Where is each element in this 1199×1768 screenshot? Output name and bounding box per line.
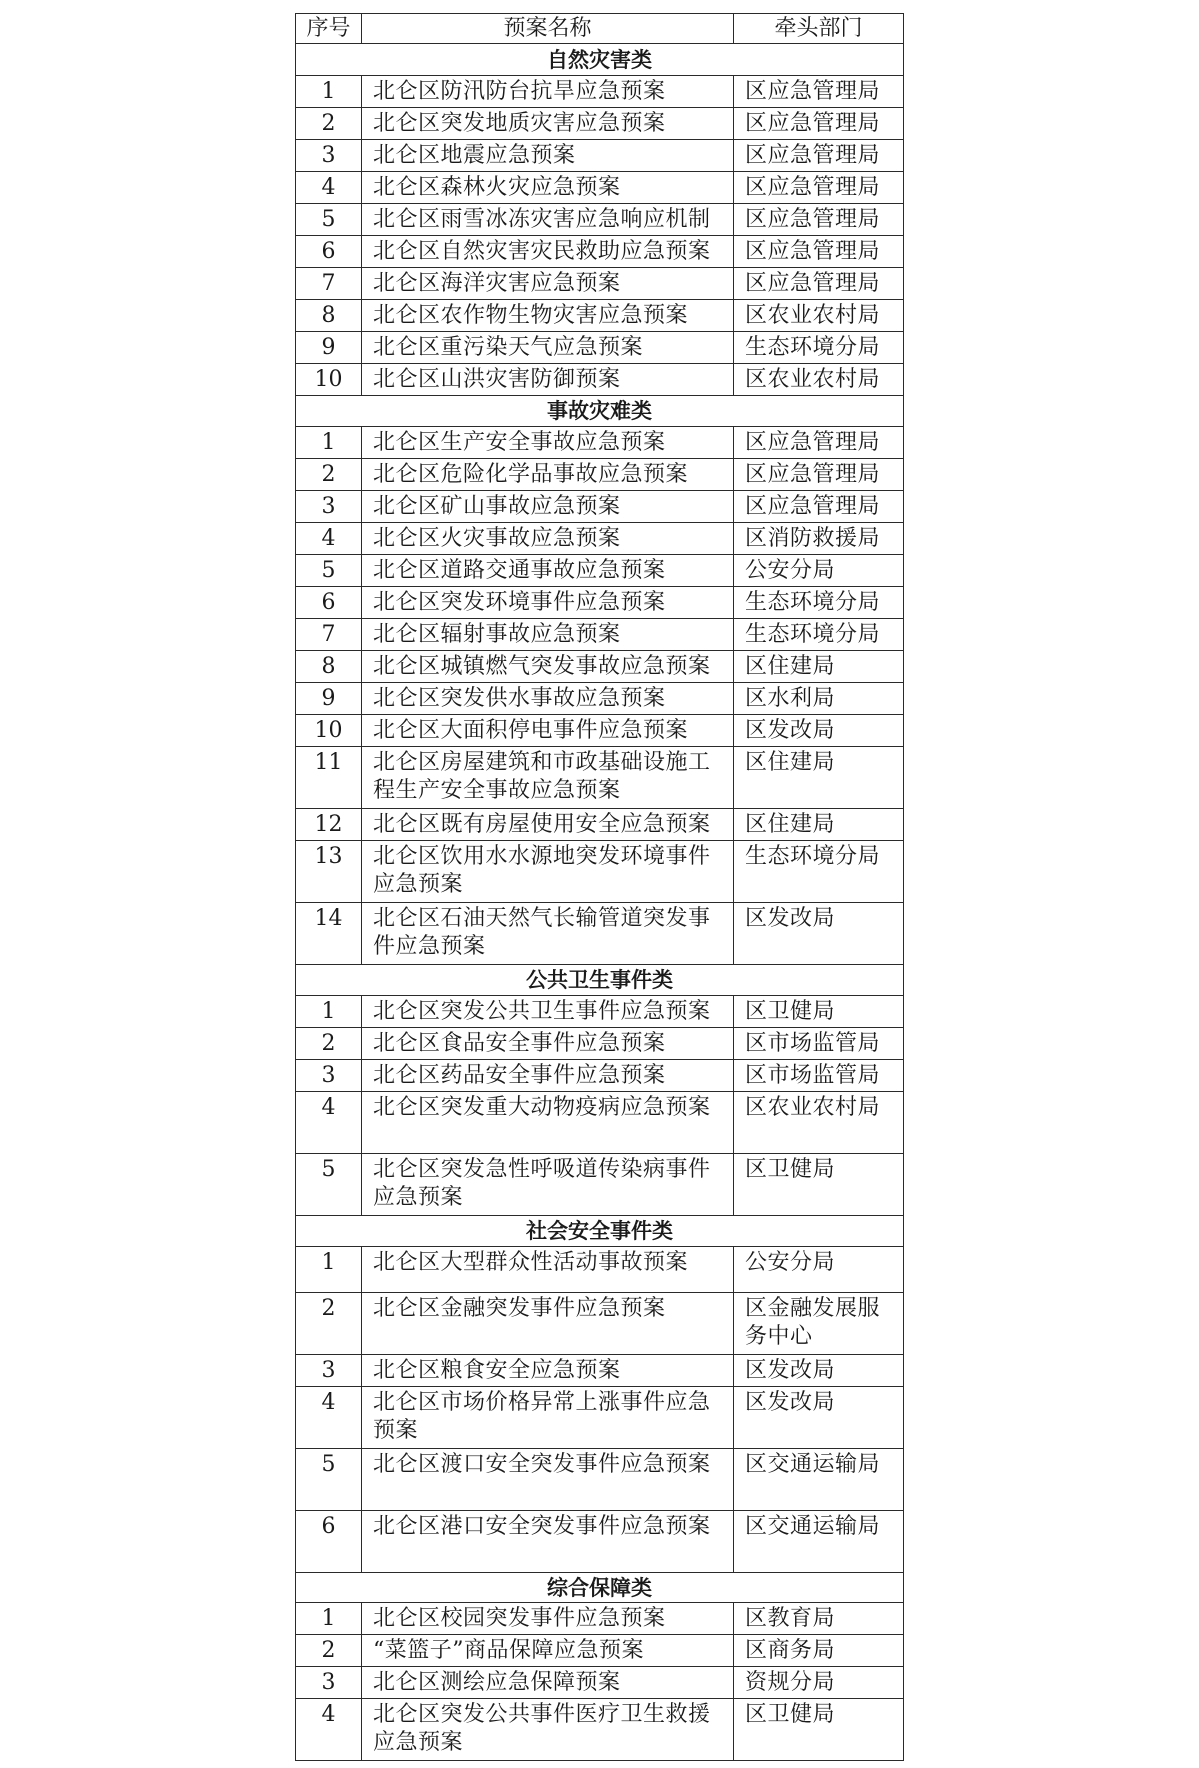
row-index: 4 [296,1092,362,1154]
plan-name: 北仑区校园突发事件应急预案 [362,1603,734,1635]
row-index: 5 [296,1449,362,1511]
row-index: 1 [296,76,362,108]
table-row [296,364,904,396]
row-index: 4 [296,172,362,204]
table-row [296,491,904,523]
table-row [296,1699,904,1761]
table-row [296,1387,904,1449]
lead-department: 公安分局 [734,555,904,587]
lead-department: 区应急管理局 [734,427,904,459]
table-row [296,1355,904,1387]
row-index: 8 [296,300,362,332]
row-index: 2 [296,459,362,491]
emergency-plan-table-part-2 [295,1354,904,1761]
lead-department: 生态环境分局 [734,841,904,903]
plan-name: 北仑区海洋灾害应急预案 [362,268,734,300]
table-row [296,555,904,587]
category-title: 公共卫生事件类 [296,965,904,996]
row-index: 5 [296,1154,362,1216]
header-index: 序号 [296,14,362,44]
lead-department: 区住建局 [734,747,904,809]
plan-name: 北仑区城镇燃气突发事故应急预案 [362,651,734,683]
category-title: 自然灾害类 [296,44,904,76]
row-index: 3 [296,1355,362,1387]
lead-department: 资规分局 [734,1667,904,1699]
lead-department: 区发改局 [734,1387,904,1449]
category-row [296,965,904,996]
row-index: 12 [296,809,362,841]
row-index: 7 [296,619,362,651]
plan-name: 北仑区火灾事故应急预案 [362,523,734,555]
row-index: 6 [296,236,362,268]
lead-department: 区应急管理局 [734,459,904,491]
table-row [296,903,904,965]
lead-department: 区交通运输局 [734,1511,904,1573]
table-row [296,204,904,236]
row-index: 1 [296,427,362,459]
plan-name: 北仑区雨雪冰冻灾害应急响应机制 [362,204,734,236]
plan-name: 北仑区药品安全事件应急预案 [362,1060,734,1092]
lead-department: 区发改局 [734,903,904,965]
plan-name: 北仑区石油天然气长输管道突发事件应急预案 [362,903,734,965]
row-index: 4 [296,1699,362,1761]
table-row [296,587,904,619]
row-index: 3 [296,1667,362,1699]
table-row [296,1667,904,1699]
table-row [296,1511,904,1573]
table-row [296,1247,904,1293]
plan-name: 北仑区矿山事故应急预案 [362,491,734,523]
lead-department: 区水利局 [734,683,904,715]
plan-name: 北仑区辐射事故应急预案 [362,619,734,651]
plan-name: 北仑区重污染天气应急预案 [362,332,734,364]
table-row [296,1154,904,1216]
lead-department: 区卫健局 [734,1699,904,1761]
emergency-plan-table-part-1 [295,13,904,1355]
lead-department: 公安分局 [734,1247,904,1293]
table-row [296,1603,904,1635]
row-index: 1 [296,1603,362,1635]
plan-name: 北仑区测绘应急保障预案 [362,1667,734,1699]
plan-name: 北仑区自然灾害灾民救助应急预案 [362,236,734,268]
category-row [296,1573,904,1603]
plan-name: 北仑区房屋建筑和市政基础设施工程生产安全事故应急预案 [362,747,734,809]
header-plan-name: 预案名称 [362,14,734,44]
table-row [296,268,904,300]
lead-department: 区应急管理局 [734,76,904,108]
row-index: 6 [296,587,362,619]
table-row [296,1060,904,1092]
table-row [296,809,904,841]
table-row [296,1449,904,1511]
table-row [296,747,904,809]
category-title: 事故灾难类 [296,396,904,427]
row-index: 5 [296,555,362,587]
row-index: 2 [296,1028,362,1060]
row-index: 13 [296,841,362,903]
category-title: 综合保障类 [296,1573,904,1603]
table-row [296,459,904,491]
row-index: 7 [296,268,362,300]
plan-name: 北仑区农作物生物灾害应急预案 [362,300,734,332]
plan-name: 北仑区突发急性呼吸道传染病事件应急预案 [362,1154,734,1216]
lead-department: 区卫健局 [734,1154,904,1216]
plan-name: 北仑区突发重大动物疫病应急预案 [362,1092,734,1154]
row-index: 2 [296,1293,362,1355]
lead-department: 区应急管理局 [734,108,904,140]
row-index: 9 [296,683,362,715]
lead-department: 区农业农村局 [734,364,904,396]
plan-name: 北仑区大面积停电事件应急预案 [362,715,734,747]
plan-name: 北仑区市场价格异常上涨事件应急预案 [362,1387,734,1449]
lead-department: 区应急管理局 [734,236,904,268]
table-row [296,1293,904,1355]
lead-department: 区住建局 [734,651,904,683]
row-index: 2 [296,1635,362,1667]
lead-department: 区农业农村局 [734,300,904,332]
lead-department: 区应急管理局 [734,172,904,204]
table-row [296,523,904,555]
table-row [296,332,904,364]
lead-department: 区应急管理局 [734,204,904,236]
lead-department: 区市场监管局 [734,1028,904,1060]
plan-name: 北仑区粮食安全应急预案 [362,1355,734,1387]
table-row [296,76,904,108]
category-row [296,396,904,427]
lead-department: 区发改局 [734,715,904,747]
row-index: 3 [296,1060,362,1092]
category-row [296,1216,904,1247]
table-row [296,172,904,204]
row-index: 10 [296,715,362,747]
table-row [296,108,904,140]
table-row [296,996,904,1028]
plan-name: 北仑区突发环境事件应急预案 [362,587,734,619]
lead-department: 区市场监管局 [734,1060,904,1092]
plan-name: 北仑区金融突发事件应急预案 [362,1293,734,1355]
plan-name: 北仑区突发地质灾害应急预案 [362,108,734,140]
table-row [296,140,904,172]
table-row [296,1028,904,1060]
plan-name: 北仑区港口安全突发事件应急预案 [362,1511,734,1573]
plan-name: 北仑区道路交通事故应急预案 [362,555,734,587]
plan-name: 北仑区危险化学品事故应急预案 [362,459,734,491]
row-index: 1 [296,996,362,1028]
row-index: 14 [296,903,362,965]
row-index: 3 [296,491,362,523]
lead-department: 区交通运输局 [734,1449,904,1511]
plan-name: 北仑区生产安全事故应急预案 [362,427,734,459]
lead-department: 生态环境分局 [734,332,904,364]
row-index: 6 [296,1511,362,1573]
header-lead-department: 牵头部门 [734,14,904,44]
lead-department: 生态环境分局 [734,619,904,651]
row-index: 4 [296,523,362,555]
row-index: 10 [296,364,362,396]
table-row [296,683,904,715]
lead-department: 区应急管理局 [734,268,904,300]
lead-department: 区发改局 [734,1355,904,1387]
table-row [296,1635,904,1667]
plan-name: 北仑区大型群众性活动事故预案 [362,1247,734,1293]
table-row [296,1092,904,1154]
table-row [296,715,904,747]
lead-department: 区住建局 [734,809,904,841]
table-row [296,236,904,268]
lead-department: 生态环境分局 [734,587,904,619]
plan-name: 北仑区食品安全事件应急预案 [362,1028,734,1060]
lead-department: 区应急管理局 [734,140,904,172]
category-title: 社会安全事件类 [296,1216,904,1247]
row-index: 5 [296,204,362,236]
lead-department: 区卫健局 [734,996,904,1028]
lead-department: 区商务局 [734,1635,904,1667]
plan-name: “菜篮子”商品保障应急预案 [362,1635,734,1667]
lead-department: 区教育局 [734,1603,904,1635]
lead-department: 区金融发展服务中心 [734,1293,904,1355]
row-index: 3 [296,140,362,172]
category-row [296,44,904,76]
row-index: 11 [296,747,362,809]
row-index: 4 [296,1387,362,1449]
plan-name: 北仑区突发公共事件医疗卫生救援应急预案 [362,1699,734,1761]
table-row [296,619,904,651]
plan-name: 北仑区山洪灾害防御预案 [362,364,734,396]
table-row [296,841,904,903]
table-header-row [296,14,904,44]
plan-name: 北仑区突发供水事故应急预案 [362,683,734,715]
table-row [296,427,904,459]
lead-department: 区消防救援局 [734,523,904,555]
lead-department: 区应急管理局 [734,491,904,523]
row-index: 8 [296,651,362,683]
plan-name: 北仑区森林火灾应急预案 [362,172,734,204]
plan-name: 北仑区地震应急预案 [362,140,734,172]
row-index: 1 [296,1247,362,1293]
plan-name: 北仑区防汛防台抗旱应急预案 [362,76,734,108]
row-index: 2 [296,108,362,140]
plan-name: 北仑区饮用水水源地突发环境事件应急预案 [362,841,734,903]
plan-name: 北仑区既有房屋使用安全应急预案 [362,809,734,841]
lead-department: 区农业农村局 [734,1092,904,1154]
plan-name: 北仑区渡口安全突发事件应急预案 [362,1449,734,1511]
table-row [296,651,904,683]
table-row [296,300,904,332]
row-index: 9 [296,332,362,364]
plan-name: 北仑区突发公共卫生事件应急预案 [362,996,734,1028]
